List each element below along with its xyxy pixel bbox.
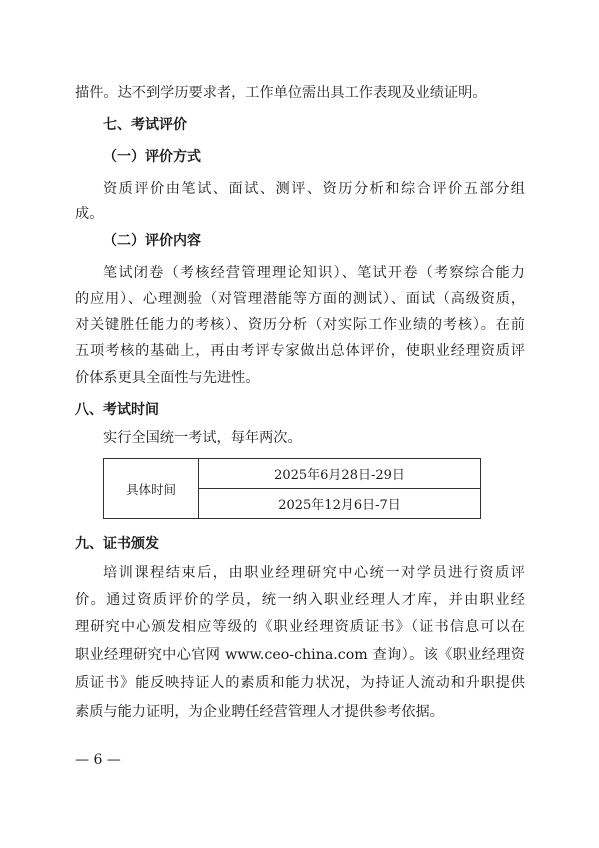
section-heading-seven: 七、考试评价 — [103, 117, 187, 133]
subheading-evaluation-content: （二）评价内容 — [103, 233, 201, 249]
schedule-label-cell: 具体时间 — [104, 459, 199, 519]
paragraph-line: 五项考核的基础上，再由考评专家做出总体评价，使职业经理资质评 — [75, 343, 525, 359]
paragraph-line: 价体系更具全面性与先进性。 — [75, 370, 260, 386]
section-heading-eight: 八、考试时间 — [75, 402, 159, 418]
section-heading-nine: 九、证书颁发 — [75, 536, 159, 552]
paragraph-line: 质证书》能反映持证人的素质和能力状况，为持证人流动和升职提供 — [75, 675, 525, 691]
paragraph-line: 职业经理研究中心官网 www.ceo-china.com 查询）。该《职业经理资 — [75, 647, 525, 663]
paragraph-line: 笔试闭卷（考核经营管理理论知识）、笔试开卷（考察综合能力 — [103, 265, 525, 281]
paragraph-line: 实行全国统一考试，每年两次。 — [103, 430, 302, 446]
paragraph-line: 资质评价由笔试、面试、测评、资历分析和综合评价五部分组 — [103, 181, 525, 197]
paragraph-line: 成。 — [75, 206, 104, 222]
paragraph-line: 价。通过资质评价的学员，统一纳入职业经理人才库，并由职业经 — [75, 592, 525, 608]
paragraph-line: 描件。达不到学历要求者，工作单位需出具工作表现及业绩证明。 — [75, 85, 487, 101]
paragraph-line: 的应用）、心理测验（对管理潜能等方面的测试）、面试（高级资质， — [75, 291, 525, 307]
paragraph-line: 培训课程结束后，由职业经理研究中心统一对学员进行资质评 — [103, 565, 525, 581]
paragraph-line: 素质与能力证明，为企业聘任经营管理人才提供参考依据。 — [75, 704, 444, 720]
paragraph-line: 理研究中心颁发相应等级的《职业经理资质证书》（证书信息可以在 — [75, 619, 525, 635]
subheading-evaluation-method: （一）评价方式 — [103, 149, 201, 165]
schedule-date-cell: 2025年12月6日-7日 — [199, 489, 481, 519]
paragraph-line: 对关键胜任能力的考核）、资历分析（对实际工作业绩的考核）。在前 — [75, 317, 525, 333]
exam-schedule-table — [103, 458, 481, 519]
schedule-date-cell: 2025年6月28日-29日 — [199, 459, 481, 489]
page-number: — 6 — — [75, 752, 121, 768]
